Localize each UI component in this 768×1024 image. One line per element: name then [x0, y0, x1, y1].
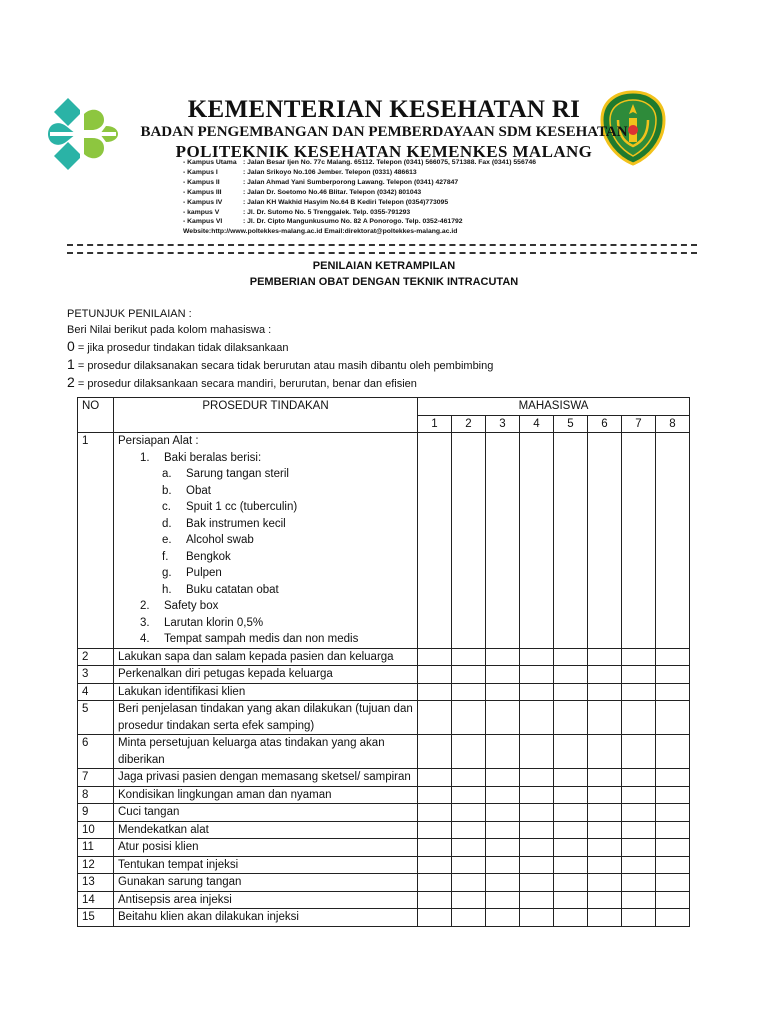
row-number: 11 — [78, 839, 114, 857]
score-cell[interactable] — [452, 786, 486, 804]
score-cell[interactable] — [486, 769, 520, 787]
score-cell[interactable] — [554, 769, 588, 787]
row-number: 12 — [78, 856, 114, 874]
row-number: 14 — [78, 891, 114, 909]
score-cell[interactable] — [520, 648, 554, 666]
procedure-rows — [78, 648, 690, 926]
score-cell[interactable] — [622, 666, 656, 684]
score-cell[interactable] — [418, 786, 452, 804]
col-no-header: NO — [78, 398, 114, 433]
procedure-cell — [114, 433, 418, 649]
procedure-cell: Jaga privasi pasien dengan memasang sketsel/ sampiran — [114, 769, 418, 787]
score-cell[interactable] — [418, 769, 452, 787]
score-cell[interactable] — [418, 839, 452, 857]
row-number: 9 — [78, 804, 114, 822]
table-row — [78, 909, 690, 927]
score-cell[interactable] — [622, 909, 656, 927]
score-cell[interactable] — [452, 683, 486, 701]
procedure-cell: Kondisikan lingkungan aman dan nyaman — [114, 786, 418, 804]
procedure-cell: Cuci tangan — [114, 804, 418, 822]
score-cell[interactable] — [520, 856, 554, 874]
list-item: 3. Larutan klorin 0,5% — [140, 616, 264, 629]
score-cell[interactable] — [656, 701, 690, 735]
score-cell[interactable] — [656, 839, 690, 857]
table-header-row — [78, 398, 690, 416]
score-cell[interactable] — [418, 804, 452, 822]
score-cell[interactable] — [520, 683, 554, 701]
score-cell[interactable] — [452, 804, 486, 822]
score-cell[interactable] — [588, 909, 622, 927]
score-cell[interactable] — [554, 839, 588, 857]
score-cell[interactable] — [520, 433, 554, 649]
student-number: 5 — [554, 415, 588, 433]
score-cell[interactable] — [418, 856, 452, 874]
score-item: 2 = prosedur dilaksankaan secara mandiri, berurutan, benar dan efisien — [67, 374, 417, 390]
score-cell[interactable] — [622, 701, 656, 735]
score-cell[interactable] — [554, 701, 588, 735]
score-cell[interactable] — [622, 804, 656, 822]
table-row — [78, 735, 690, 769]
score-cell[interactable] — [622, 683, 656, 701]
score-cell[interactable] — [588, 683, 622, 701]
list-item: a. Sarung tangan steril — [162, 468, 289, 480]
score-item: 1 = prosedur dilaksanakan secara tidak berurutan atau masih dibantu oleh pembimbing — [67, 356, 494, 372]
score-cell[interactable] — [486, 735, 520, 769]
score-cell[interactable] — [452, 839, 486, 857]
website-email: Website:http://www.poltekkes-malang.ac.id Email:direktorat@poltekkes-malang.ac.id — [183, 228, 458, 236]
procedure-cell: Antisepsis area injeksi — [114, 891, 418, 909]
score-cell[interactable] — [554, 804, 588, 822]
instructions-heading: PETUNJUK PENILAIAN : — [67, 308, 192, 320]
score-cell[interactable] — [520, 786, 554, 804]
score-cell[interactable] — [588, 856, 622, 874]
score-cell[interactable] — [554, 909, 588, 927]
score-cell[interactable] — [486, 909, 520, 927]
list-item: f. Bengkok — [162, 550, 231, 563]
score-cell[interactable] — [554, 874, 588, 892]
campus-row: - Kampus IV : Jalan KH Wakhid Hasyim No.64 B Kediri Telepon (0354)773095 — [183, 198, 449, 206]
score-cell[interactable] — [588, 433, 622, 649]
score-cell[interactable] — [656, 891, 690, 909]
score-cell[interactable] — [486, 666, 520, 684]
list-item: 2. Safety box — [140, 600, 219, 612]
student-number: 8 — [656, 415, 690, 433]
score-cell[interactable] — [520, 891, 554, 909]
score-cell[interactable] — [520, 839, 554, 857]
score-cell[interactable] — [520, 804, 554, 822]
procedure-cell: Minta persetujuan keluarga atas tindakan yang akan diberikan — [114, 735, 418, 769]
campus-row: - kampus V : Jl. Dr. Sutomo No. 5 Trenggalek. Telp. 0355-791293 — [183, 208, 411, 216]
score-cell[interactable] — [656, 648, 690, 666]
score-cell[interactable] — [452, 909, 486, 927]
score-cell[interactable] — [486, 804, 520, 822]
row-number: 2 — [78, 648, 114, 666]
score-cell[interactable] — [622, 874, 656, 892]
score-cell[interactable] — [520, 909, 554, 927]
student-number: 7 — [622, 415, 656, 433]
score-cell[interactable] — [554, 821, 588, 839]
agency-name: BADAN PENGEMBANGAN DAN PEMBERDAYAAN SDM KESEHATAN — [140, 124, 628, 140]
score-cell[interactable] — [656, 856, 690, 874]
instructions-intro: Beri Nilai berikut pada kolom mahasiswa : — [67, 324, 272, 336]
score-cell[interactable] — [622, 786, 656, 804]
score-cell[interactable] — [486, 648, 520, 666]
row-number: 7 — [78, 769, 114, 787]
score-cell[interactable] — [554, 648, 588, 666]
score-cell[interactable] — [588, 666, 622, 684]
table-row — [78, 821, 690, 839]
list-item: c. Spuit 1 cc (tuberculin) — [162, 501, 298, 513]
table-row — [78, 666, 690, 684]
col-students-header: MAHASISWA — [418, 398, 690, 416]
score-cell[interactable] — [622, 648, 656, 666]
score-cell[interactable] — [418, 735, 452, 769]
score-cell[interactable] — [520, 874, 554, 892]
table-row — [78, 433, 690, 649]
school-name: POLITEKNIK KESEHATAN KEMENKES MALANG — [175, 142, 593, 161]
procedure-cell: Tentukan tempat injeksi — [114, 856, 418, 874]
score-cell[interactable] — [656, 433, 690, 649]
score-cell[interactable] — [452, 874, 486, 892]
col-procedure-header: PROSEDUR TINDAKAN — [114, 398, 418, 433]
document-title: PENILAIAN KETRAMPILAN — [312, 260, 456, 272]
score-cell[interactable] — [418, 701, 452, 735]
score-cell[interactable] — [622, 769, 656, 787]
list-item: g. Pulpen — [162, 567, 222, 579]
score-cell[interactable] — [520, 666, 554, 684]
score-cell[interactable] — [588, 701, 622, 735]
score-cell[interactable] — [452, 856, 486, 874]
score-cell[interactable] — [418, 648, 452, 666]
score-cell[interactable] — [486, 433, 520, 649]
procedure-cell: Gunakan sarung tangan — [114, 874, 418, 892]
score-cell[interactable] — [554, 433, 588, 649]
score-cell[interactable] — [418, 683, 452, 701]
score-cell[interactable] — [554, 666, 588, 684]
score-cell[interactable] — [622, 821, 656, 839]
score-cell[interactable] — [588, 891, 622, 909]
score-cell[interactable] — [452, 701, 486, 735]
procedure-cell: Mendekatkan alat — [114, 821, 418, 839]
row-number: 3 — [78, 666, 114, 684]
procedure-title: Persiapan Alat : — [118, 435, 199, 447]
score-cell[interactable] — [520, 701, 554, 735]
list-item: 4. Tempat sampah medis dan non medis — [140, 633, 359, 645]
score-cell[interactable] — [486, 701, 520, 735]
campus-row: - Kampus Utama : Jalan Besar Ijen No. 77c Malang. 65112. Telepon (0341) 566075, 571388. Fax (0341) 556746 — [183, 159, 537, 166]
row-number: 8 — [78, 786, 114, 804]
campus-row: - Kampus III : Jalan Dr. Soetomo No.46 Blitar. Telepon (0342) 801043 — [183, 188, 422, 196]
procedure-cell: Lakukan identifikasi klien — [114, 683, 418, 701]
score-cell[interactable] — [452, 821, 486, 839]
score-cell[interactable] — [588, 839, 622, 857]
list-item: 1. Baki beralas berisi: — [140, 451, 262, 464]
campus-row: - Kampus II : Jalan Ahmad Yani Sumberporong Lawang. Telepon (0341) 427847 — [183, 178, 459, 186]
score-cell[interactable] — [622, 839, 656, 857]
score-cell[interactable] — [554, 735, 588, 769]
document-subtitle: PEMBERIAN OBAT DENGAN TEKNIK INTRACUTAN — [249, 276, 519, 288]
campus-row: - Kampus VI : Jl. Dr. Cipto Mangunkusumo No. 82 A Ponorogo. Telp. 0352-461792 — [183, 218, 463, 226]
score-cell[interactable] — [418, 909, 452, 927]
row-number: 1 — [78, 433, 114, 649]
score-cell[interactable] — [554, 856, 588, 874]
procedure-cell: Beri penjelasan tindakan yang akan dilakukan (tujuan dan prosedur tindakan serta efek samping) — [114, 701, 418, 735]
score-cell[interactable] — [656, 909, 690, 927]
table-row — [78, 683, 690, 701]
score-cell[interactable] — [588, 769, 622, 787]
score-cell[interactable] — [554, 786, 588, 804]
row-number: 6 — [78, 735, 114, 769]
list-item: b. Obat — [162, 484, 211, 497]
table-row — [78, 786, 690, 804]
score-cell[interactable] — [588, 874, 622, 892]
score-cell[interactable] — [486, 839, 520, 857]
score-cell[interactable] — [588, 804, 622, 822]
score-cell[interactable] — [418, 874, 452, 892]
list-item: d. Bak instrumen kecil — [162, 517, 286, 530]
procedure-cell: Perkenalkan diri petugas kepada keluarga — [114, 666, 418, 684]
row-number: 13 — [78, 874, 114, 892]
score-cell[interactable] — [656, 683, 690, 701]
ministry-name: KEMENTERIAN KESEHATAN RI — [187, 96, 581, 123]
score-cell[interactable] — [656, 786, 690, 804]
table-row — [78, 839, 690, 857]
procedure-cell: Beitahu klien akan dilakukan injeksi — [114, 909, 418, 927]
score-cell[interactable] — [656, 769, 690, 787]
score-cell[interactable] — [656, 874, 690, 892]
score-cell[interactable] — [656, 666, 690, 684]
table-row — [78, 856, 690, 874]
score-cell[interactable] — [486, 683, 520, 701]
score-cell[interactable] — [656, 804, 690, 822]
procedure-cell: Lakukan sapa dan salam kepada pasien dan keluarga — [114, 648, 418, 666]
score-cell[interactable] — [656, 821, 690, 839]
assessment-table — [77, 397, 690, 927]
student-number: 3 — [486, 415, 520, 433]
list-item: e. Alcohol swab — [162, 534, 254, 546]
table-row — [78, 769, 690, 787]
score-cell[interactable] — [622, 433, 656, 649]
score-cell[interactable] — [554, 683, 588, 701]
student-number: 2 — [452, 415, 486, 433]
score-cell[interactable] — [486, 856, 520, 874]
equipment-list — [118, 450, 413, 648]
score-cell[interactable] — [554, 891, 588, 909]
score-cell[interactable] — [520, 735, 554, 769]
score-cell[interactable] — [418, 666, 452, 684]
student-number: 4 — [520, 415, 554, 433]
student-number: 6 — [588, 415, 622, 433]
score-cell[interactable] — [656, 735, 690, 769]
table-row — [78, 648, 690, 666]
row-number: 10 — [78, 821, 114, 839]
table-row — [78, 874, 690, 892]
score-cell[interactable] — [588, 821, 622, 839]
score-cell[interactable] — [588, 648, 622, 666]
score-cell[interactable] — [486, 874, 520, 892]
score-cell[interactable] — [418, 891, 452, 909]
score-cell[interactable] — [452, 769, 486, 787]
score-cell[interactable] — [486, 891, 520, 909]
header-separator — [67, 244, 697, 254]
table-row — [78, 804, 690, 822]
score-cell[interactable] — [452, 648, 486, 666]
student-number: 1 — [418, 415, 452, 433]
score-cell[interactable] — [486, 821, 520, 839]
score-cell[interactable] — [452, 433, 486, 649]
table-row — [78, 701, 690, 735]
table-row — [78, 891, 690, 909]
score-cell[interactable] — [452, 891, 486, 909]
list-item: h. Buku catatan obat — [162, 583, 279, 596]
score-cell[interactable] — [588, 786, 622, 804]
score-cell[interactable] — [622, 735, 656, 769]
campus-address-list — [183, 158, 603, 237]
row-number: 15 — [78, 909, 114, 927]
score-cell[interactable] — [588, 735, 622, 769]
scoring-instructions — [67, 306, 493, 392]
score-cell[interactable] — [452, 666, 486, 684]
row-number: 5 — [78, 701, 114, 735]
procedure-cell: Atur posisi klien — [114, 839, 418, 857]
score-cell[interactable] — [418, 433, 452, 649]
score-item: 0 = jika prosedur tindakan tidak dilaksankaan — [67, 338, 289, 354]
score-cell[interactable] — [622, 891, 656, 909]
score-cell[interactable] — [452, 735, 486, 769]
score-cell[interactable] — [622, 856, 656, 874]
score-cell[interactable] — [520, 821, 554, 839]
row-number: 4 — [78, 683, 114, 701]
score-cell[interactable] — [486, 786, 520, 804]
campus-row: - Kampus I : Jalan Srikoyo No.106 Jember. Telepon (0331) 486613 — [183, 168, 417, 176]
score-cell[interactable] — [520, 769, 554, 787]
score-cell[interactable] — [418, 821, 452, 839]
